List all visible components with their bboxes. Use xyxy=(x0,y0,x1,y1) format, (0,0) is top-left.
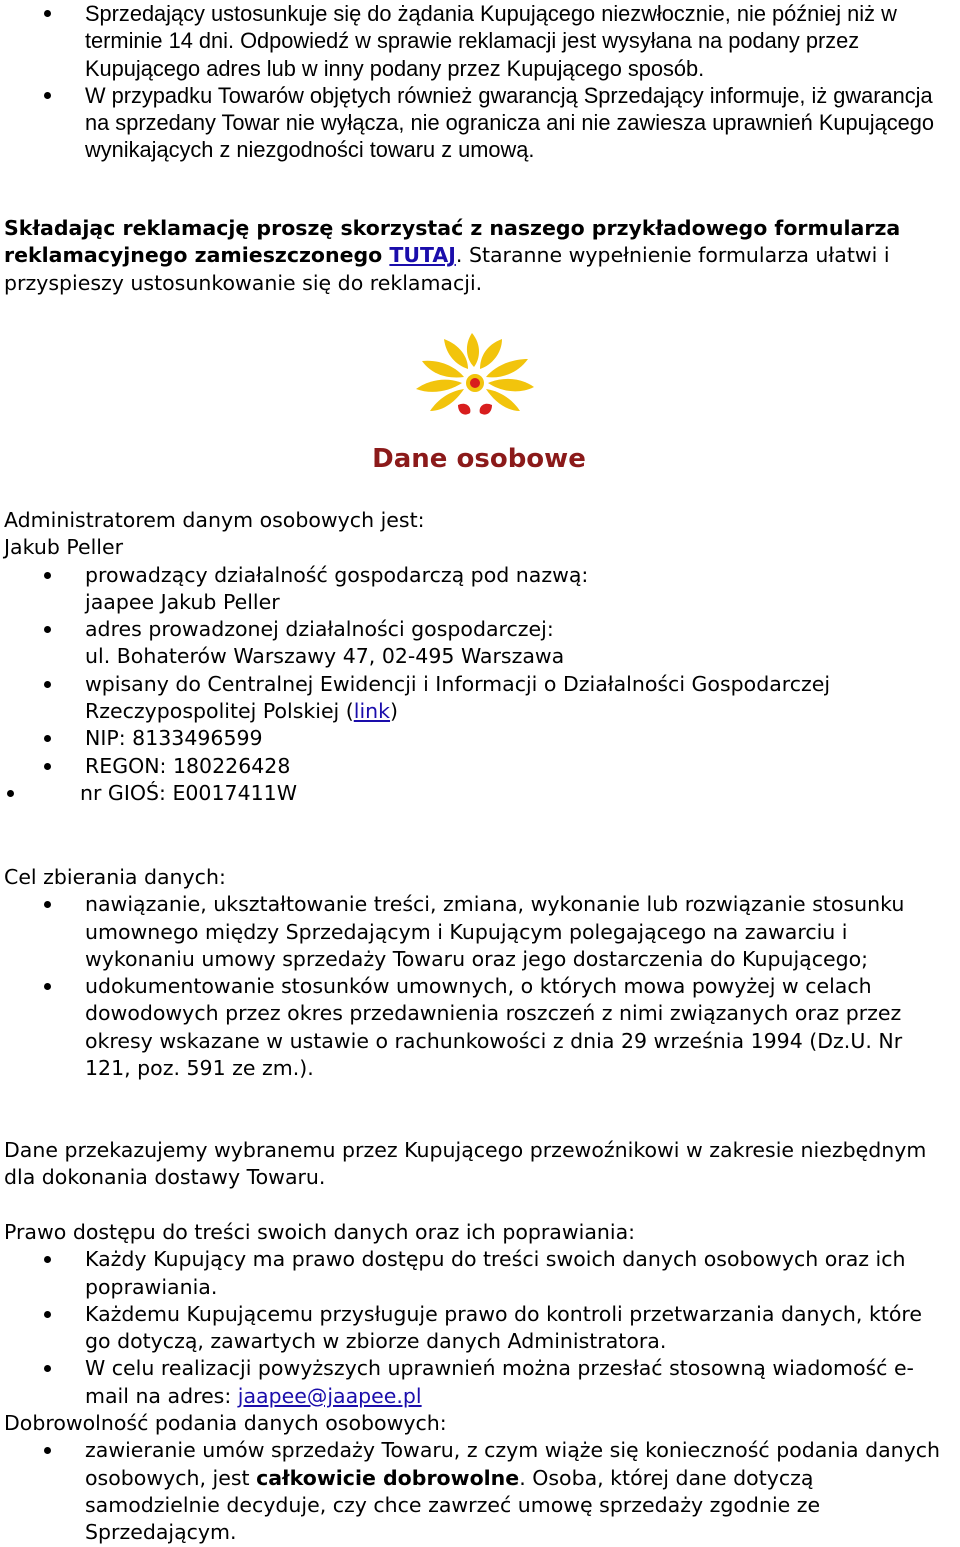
ceidg-link[interactable]: link xyxy=(353,699,391,724)
complaint-response-section xyxy=(4,0,954,164)
list-item: wpisany do Centralnej Ewidencji i Informacji o Działalności Gospodarczej Rzeczypospolitej Polskiej (link) xyxy=(4,671,954,726)
administrator-section xyxy=(4,507,954,807)
list-item: nawiązanie, ukształtowanie treści, zmiana, wykonanie lub rozwiązanie stosunku umownego między Sprzedającym i Kupującym polegającego na zawarciu i wykonaniu umowy sprzedaży Towaru oraz jego dostarczenia do Kupującego; xyxy=(4,891,954,973)
list-item: udokumentowanie stosunków umownych, o których mowa powyżej w celach dowodowych przez okres przedawnienia roszczeń z nimi związanych oraz przez okresy wskazane w ustawie o rachunkowości z dnia 29 września 1994 (Dz.U. Nr 121, poz. 591 ze zm.). xyxy=(4,973,954,1082)
list-item: Sprzedający ustosunkuje się do żądania Kupującego niezwłocznie, nie później niż w terminie 14 dni. Odpowiedź w sprawie reklamacji jest wysyłana na podany przez Kupującego adres lub w inny podany przez Kupującego sposób. xyxy=(4,0,954,82)
data-transfer-note: Dane przekazujemy wybranemu przez Kupującego przewoźnikowi w zakresie niezbędnym dla dokonania dostawy Towaru. xyxy=(4,1138,927,1190)
voluntary-title: Dobrowolność podania danych osobowych: xyxy=(4,1411,447,1436)
list-item: zawieranie umów sprzedaży Towaru, z czym wiąże się konieczność podania danych osobowych, jest całkowicie dobrowolne. Osoba, której dane dotyczą samodzielnie decyduje, czy chce zawrzeć umowę sprzedaży zgodnie ze Sprzedającym. xyxy=(4,1437,954,1546)
list-item: Każdy Kupujący ma prawo dostępu do treści swoich danych osobowych oraz ich poprawiania. xyxy=(4,1246,954,1301)
list-item: W celu realizacji powyższych uprawnień można przesłać stosowną wiadomość e-mail na adres: jaapee@jaapee.pl xyxy=(4,1355,954,1410)
list-item: adres prowadzonej działalności gospodarczej: ul. Bohaterów Warszawy 47, 02-495 Warszawa xyxy=(4,616,954,671)
complaint-form-note xyxy=(4,215,954,297)
purpose-section xyxy=(4,864,954,1082)
purpose-title: Cel zbierania danych: xyxy=(4,865,226,889)
list-item: W przypadku Towarów objętych również gwarancją Sprzedający informuje, iż gwarancja na sprzedany Towar nie wyłącza, nie ogranicza ani nie zawiesza uprawnień Kupującego wynikających z niezgodności towaru z umową. xyxy=(4,82,954,164)
form-note-rest: . Staranne wypełnienie formularza ułatwi i przyspieszy ustosunkowanie się do reklamacji. xyxy=(4,243,890,295)
email-link[interactable]: jaapee@jaapee.pl xyxy=(237,1383,422,1408)
list-item: REGON: 180226428 xyxy=(4,753,954,780)
list-item: Każdemu Kupującemu przysługuje prawo do kontroli przetwarzania danych, które go dotyczą, zawartych w zbiorze danych Administratora. xyxy=(4,1301,954,1356)
complaint-form-link[interactable]: TUTAJ xyxy=(389,243,456,268)
access-title: Prawo dostępu do treści swoich danych oraz ich poprawiania: xyxy=(4,1220,636,1244)
admin-name: Jakub Peller xyxy=(4,535,124,560)
jaapee-logo xyxy=(414,331,538,419)
form-note-bold: Składając reklamację proszę skorzystać z naszego przykładowego formularza reklamacyjnego zamieszczonego xyxy=(4,216,901,268)
section-heading: Dane osobowe xyxy=(372,444,586,474)
admin-intro: Administratorem danym osobowych jest: xyxy=(4,508,425,532)
access-rights-section xyxy=(4,1219,954,1547)
list-item: NIP: 8133496599 xyxy=(4,725,954,752)
list-item: nr GIOŚ: E0017411W xyxy=(4,780,954,807)
list-item: prowadzący działalność gospodarczą pod nazwą: jaapee Jakub Peller xyxy=(4,562,954,617)
